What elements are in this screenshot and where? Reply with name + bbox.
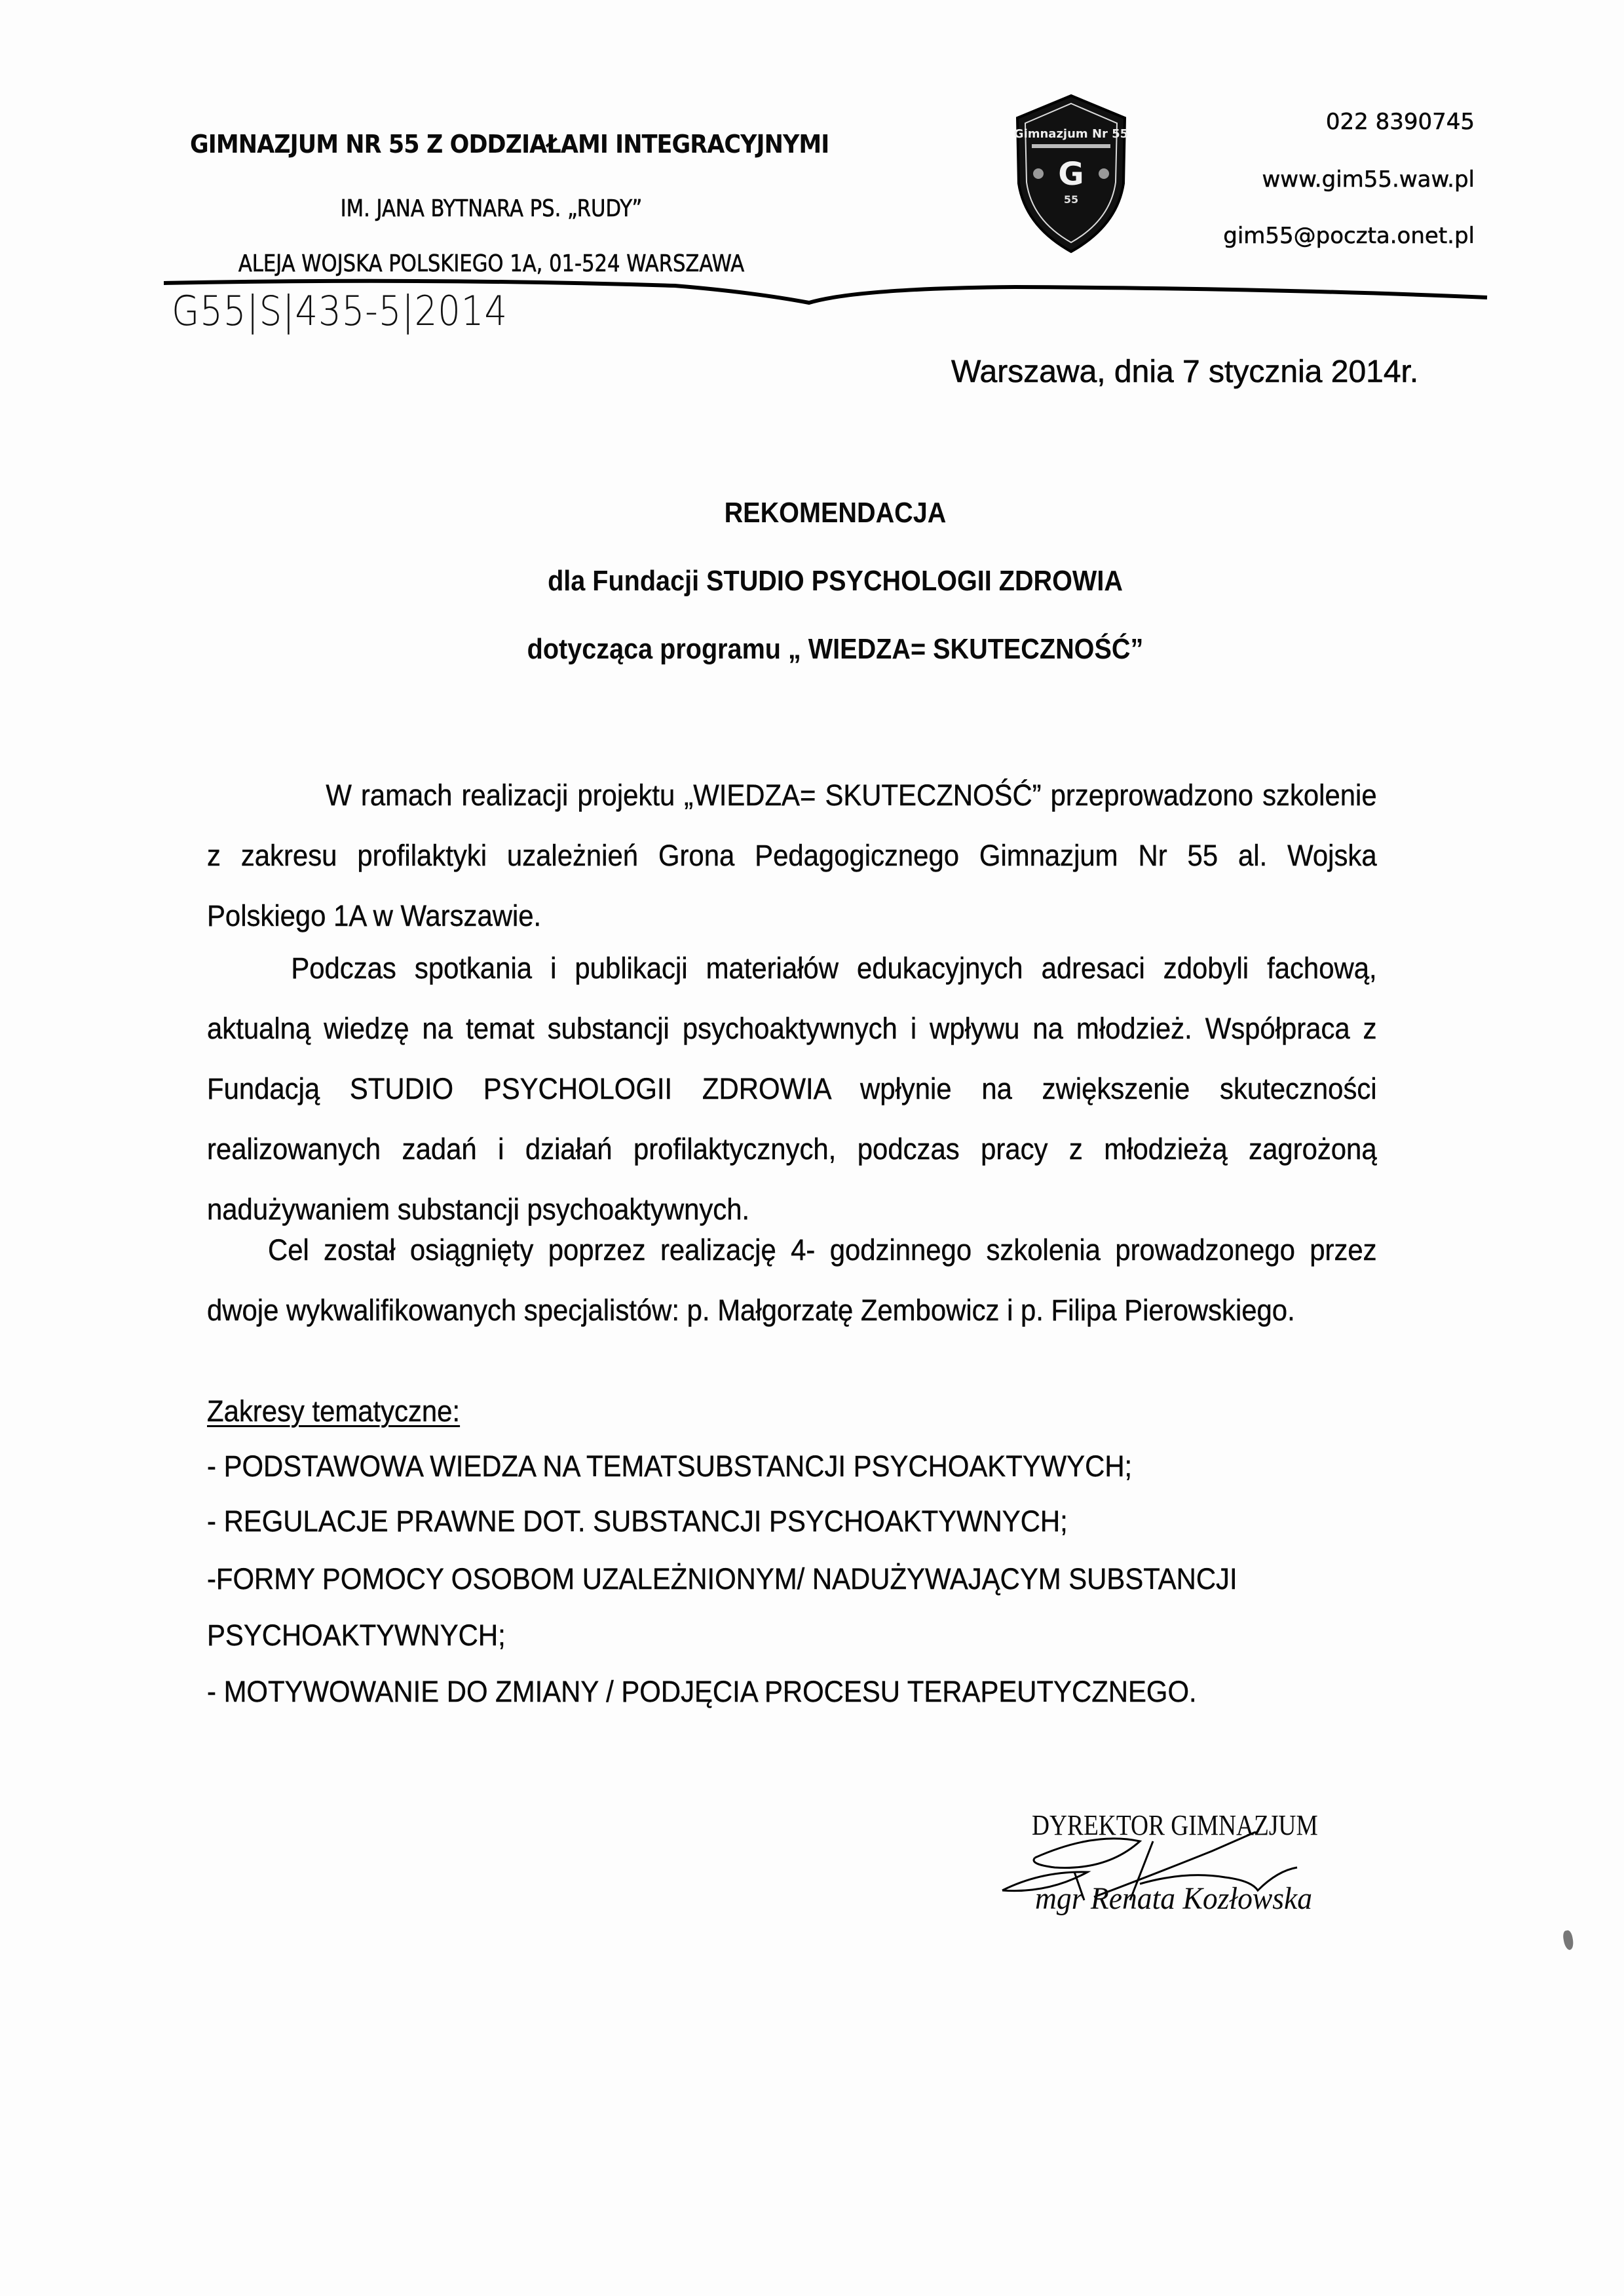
body-paragraph xyxy=(207,938,1377,1240)
paragraph-text: Cel został osiągnięty poprzez realizację 4- godzinnego szkolenia prowadzonego przez dwoje wykwalifikowanych specjalistów: p. Małgorzatę Zembowicz i p. Filipa Pierowskiego. xyxy=(207,1233,1377,1327)
body-paragraph xyxy=(207,765,1377,946)
crest-text: Gimnazjum Nr 55 xyxy=(1013,127,1129,141)
school-crest-icon xyxy=(1012,92,1130,256)
school-phone: 022 8390745 xyxy=(1325,109,1475,135)
signatory-name: mgr Renata Kozłowska xyxy=(1035,1881,1313,1916)
crest-number: 55 xyxy=(1063,193,1079,206)
document-subtitle-recipient: dla Fundacji STUDIO PSYCHOLOGII ZDROWIA xyxy=(548,565,1123,597)
school-name: GIMNAZJUM NR 55 Z ODDZIAŁAMI INTEGRACYJNYMI xyxy=(190,130,829,159)
signatory-title: DYREKTOR GIMNAZJUM xyxy=(1032,1809,1318,1841)
topic-item: - REGULACJE PRAWNE DOT. SUBSTANCJI PSYCHOAKTYWNYCH; xyxy=(207,1504,1068,1538)
document-subtitle-program: dotycząca programu „ WIEDZA= SKUTECZNOŚĆ” xyxy=(527,633,1144,665)
topic-item-continuation: PSYCHOAKTYWNYCH; xyxy=(207,1618,506,1652)
scan-smudge xyxy=(1562,1930,1575,1951)
topics-heading: Zakresy tematyczne: xyxy=(207,1394,461,1428)
school-patron: IM. JANA BYTNARA PS. „RUDY” xyxy=(340,195,643,222)
school-address: ALEJA WOJSKA POLSKIEGO 1A, 01-524 WARSZAWA xyxy=(238,250,745,277)
reference-number: G55|S|435-5|2014 xyxy=(172,287,508,335)
body-paragraph xyxy=(207,1220,1377,1341)
topic-item: -FORMY POMOCY OSOBOM UZALEŻNIONYM/ NADUŻYWAJĄCYM SUBSTANCJI xyxy=(207,1562,1237,1596)
date-line: Warszawa, dnia 7 stycznia 2014r. xyxy=(951,354,1419,389)
crest-monogram: G xyxy=(1058,156,1084,193)
school-website[interactable]: www.gim55.waw.pl xyxy=(1262,166,1475,193)
paragraph-text: W ramach realizacji projektu „WIEDZA= SKUTECZNOŚĆ” przeprowadzono szkolenie z zakresu profilaktyki uzależnień Grona Pedagogicznego Gimnazjum Nr 55 al. Wojska Polskiego 1A w Warszawie. xyxy=(207,778,1377,932)
school-email[interactable]: gim55@poczta.onet.pl xyxy=(1223,223,1475,249)
topic-item: - PODSTAWOWA WIEDZA NA TEMATSUBSTANCJI PSYCHOAKTYWYCH; xyxy=(207,1449,1133,1483)
topic-item: - MOTYWOWANIE DO ZMIANY / PODJĘCIA PROCESU TERAPEUTYCZNEGO. xyxy=(207,1675,1197,1708)
paragraph-text: Podczas spotkania i publikacji materiałów edukacyjnych adresaci zdobyli fachową, aktualną wiedzę na temat substancji psychoaktywnych i wpływu na młodzież. Współpraca z Fundacją STUDIO PSYCHOLOGII ZDROWIA wpłynie na zwiększenie skuteczności realizowanych zadań i działań profilaktycznych, podczas pracy z młodzieżą zagrożoną nadużywaniem substancji psychoaktywnych. xyxy=(207,951,1377,1226)
document-heading: REKOMENDACJA xyxy=(724,497,947,529)
